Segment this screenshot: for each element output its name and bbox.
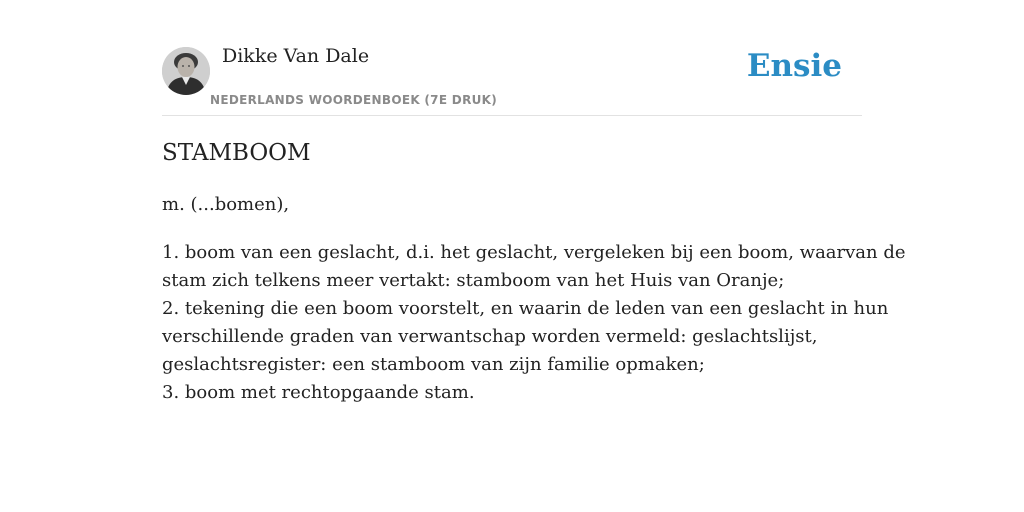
definition-line: geslachtsregister: een stamboom van zijn familie opmaken; <box>162 354 705 375</box>
author-avatar[interactable] <box>162 47 210 95</box>
definition-line: 2. tekening die een boom voorstelt, en waarin de leden van een geslacht in hun <box>162 298 889 319</box>
portrait-image <box>162 47 210 95</box>
entry-card <box>162 0 906 512</box>
ensie-logo[interactable]: Ensie <box>746 48 842 84</box>
definition-line: 3. boom met rechtopgaande stam. <box>162 382 475 403</box>
definition-text <box>162 239 906 407</box>
definition-line: 1. boom van een geslacht, d.i. het geslacht, vergeleken bij een boom, waarvan de <box>162 242 906 263</box>
entry-header <box>162 0 862 116</box>
grammar-info: m. (...bomen), <box>162 194 290 215</box>
definition-line: verschillende graden van verwantschap worden vermeld: geslachtslijst, <box>162 326 818 347</box>
source-label[interactable]: NEDERLANDS WOORDENBOEK (7E DRUK) <box>210 93 498 107</box>
author-name[interactable]: Dikke Van Dale <box>222 45 370 67</box>
definition-line: stam zich telkens meer vertakt: stamboom van het Huis van Oranje; <box>162 270 785 291</box>
entry-title: STAMBOOM <box>162 140 311 166</box>
